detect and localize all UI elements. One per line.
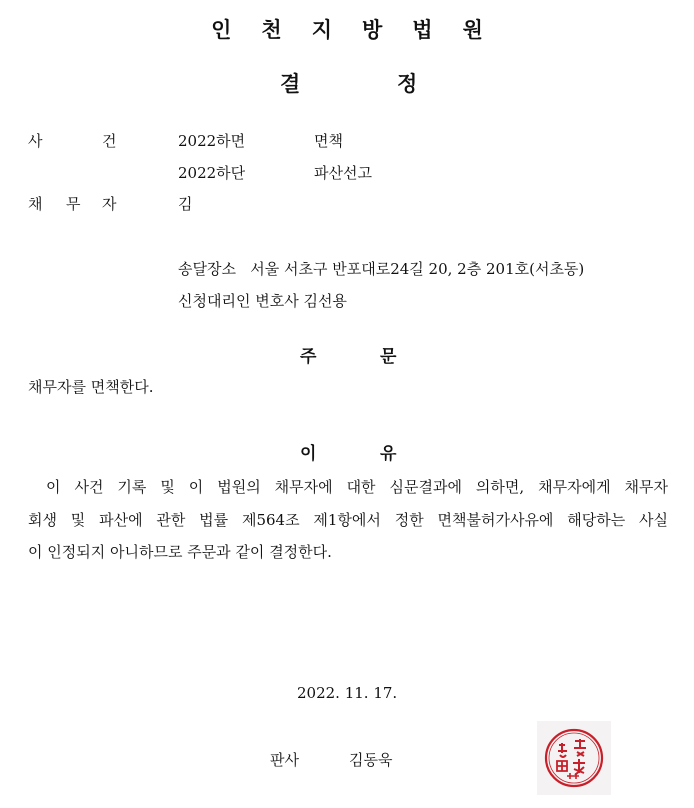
debtor-label-char-1: 채 <box>28 195 43 213</box>
court-name-char: 법 <box>412 18 433 42</box>
case-label-char-2: 건 <box>102 132 117 150</box>
judge-seal-stamp <box>537 721 611 795</box>
attorney: 신청대리인 변호사 김선용 <box>178 292 347 310</box>
judge-name: 김동욱 <box>349 751 393 769</box>
order-heading-char-2: 문 <box>380 347 397 367</box>
order-text: 채무자를 면책한다. <box>28 378 154 396</box>
order-heading-char-1: 주 <box>300 347 317 367</box>
debtor-name: 김 <box>178 195 193 213</box>
court-name-char: 방 <box>362 18 383 42</box>
debtor-label-char-3: 자 <box>102 195 117 213</box>
decision-date: 2022. 11. 17. <box>297 684 398 702</box>
doc-type-char-2: 정 <box>397 72 418 96</box>
case-type-2: 파산선고 <box>314 164 372 182</box>
reason-line-2: 회생 및 파산에 관한 법률 제564조 제1항에서 정한 면책불허가사유에 해당하는 사실 <box>28 511 668 529</box>
reason-line-3: 이 인정되지 아니하므로 주문과 같이 결정한다. <box>28 543 332 561</box>
court-name <box>0 14 694 44</box>
court-name-char: 천 <box>261 18 282 42</box>
seal-graphic <box>537 721 611 795</box>
case-number-1: 2022하면 <box>178 132 246 150</box>
case-type-1: 면책 <box>314 132 343 150</box>
doc-type-char-1: 결 <box>280 72 301 96</box>
case-number-2: 2022하단 <box>178 164 246 182</box>
case-label-char-1: 사 <box>28 132 43 150</box>
court-name-char: 지 <box>311 18 332 42</box>
court-name-char: 인 <box>211 18 232 42</box>
reason-heading-char-1: 이 <box>300 444 317 464</box>
court-name-char: 원 <box>462 18 483 42</box>
service-address: 송달장소 서울 서초구 반포대로24길 20, 2층 201호(서초동) <box>178 260 585 278</box>
judge-title: 판사 <box>270 751 299 769</box>
debtor-label-char-2: 무 <box>66 195 81 213</box>
reason-line-1: 이 사건 기록 및 이 법원의 채무자에 대한 심문결과에 의하면, 채무자에게 채무자 <box>46 478 668 496</box>
reason-heading-char-2: 유 <box>380 444 397 464</box>
